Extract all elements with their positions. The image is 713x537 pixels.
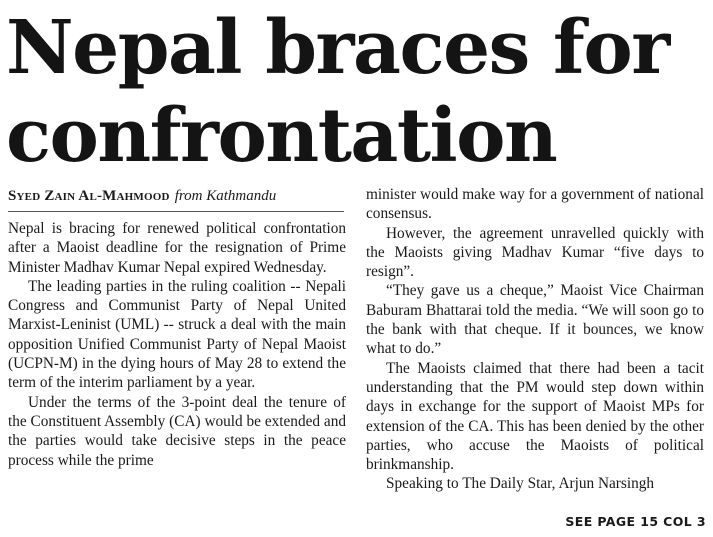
headline-line-2: confrontation bbox=[6, 93, 557, 179]
headline-line-1: Nepal braces for bbox=[6, 5, 669, 91]
byline-rule bbox=[8, 211, 344, 212]
byline-location: from Kathmandu bbox=[174, 188, 277, 204]
paragraph: minister would make way for a government of national consensus. bbox=[366, 186, 704, 223]
paragraph: Under the terms of the 3-point deal the tenure of the Constituent Assembly (CA) would be extended and the parties would take decisive steps in the peace process while the prime bbox=[8, 393, 346, 469]
paragraph: Speaking to The Daily Star, Arjun Narsingh bbox=[386, 475, 655, 493]
paragraph: The leading parties in the ruling coalition -- Nepali Congress and Communist Party of Nepal United Marxist-Leninist (UML) -- struck a deal with the main opposition Unified Communist Party of Nepal Maoist (UCPN-M) in the dying hours of May 28 to extend the term of the interim parliament by a year. bbox=[8, 277, 346, 392]
paragraph: Nepal is bracing for renewed political confrontation after a Maoist deadline for the resignation of Prime Minister Madhav Kumar Nepal expired Wednesday. bbox=[8, 220, 346, 276]
byline-author: Syed Zain Al-Mahmood bbox=[8, 188, 170, 204]
paragraph: The Maoists claimed that there had been a tacit understanding that the PM would step down within days in exchange for the support of Maoist MPs for extension of the CA. This has been denied by the other parties, who accuse the Maoists of political brinkmanship. bbox=[366, 359, 704, 474]
byline bbox=[8, 186, 344, 206]
paragraph: “They gave us a cheque,” Maoist Vice Chairman Baburam Bhattarai told the media. “We will soon go to the bank with that cheque. If it bounces, we know what to do.” bbox=[366, 282, 704, 358]
paragraph: However, the agreement unravelled quickly with the Maoists giving Madhav Kumar “five days to resign”. bbox=[366, 224, 704, 281]
article-column-1 bbox=[8, 219, 346, 470]
headline bbox=[6, 4, 711, 180]
continued-on-page: SEE PAGE 15 COL 3 bbox=[565, 514, 706, 529]
article-column-2 bbox=[366, 185, 704, 494]
